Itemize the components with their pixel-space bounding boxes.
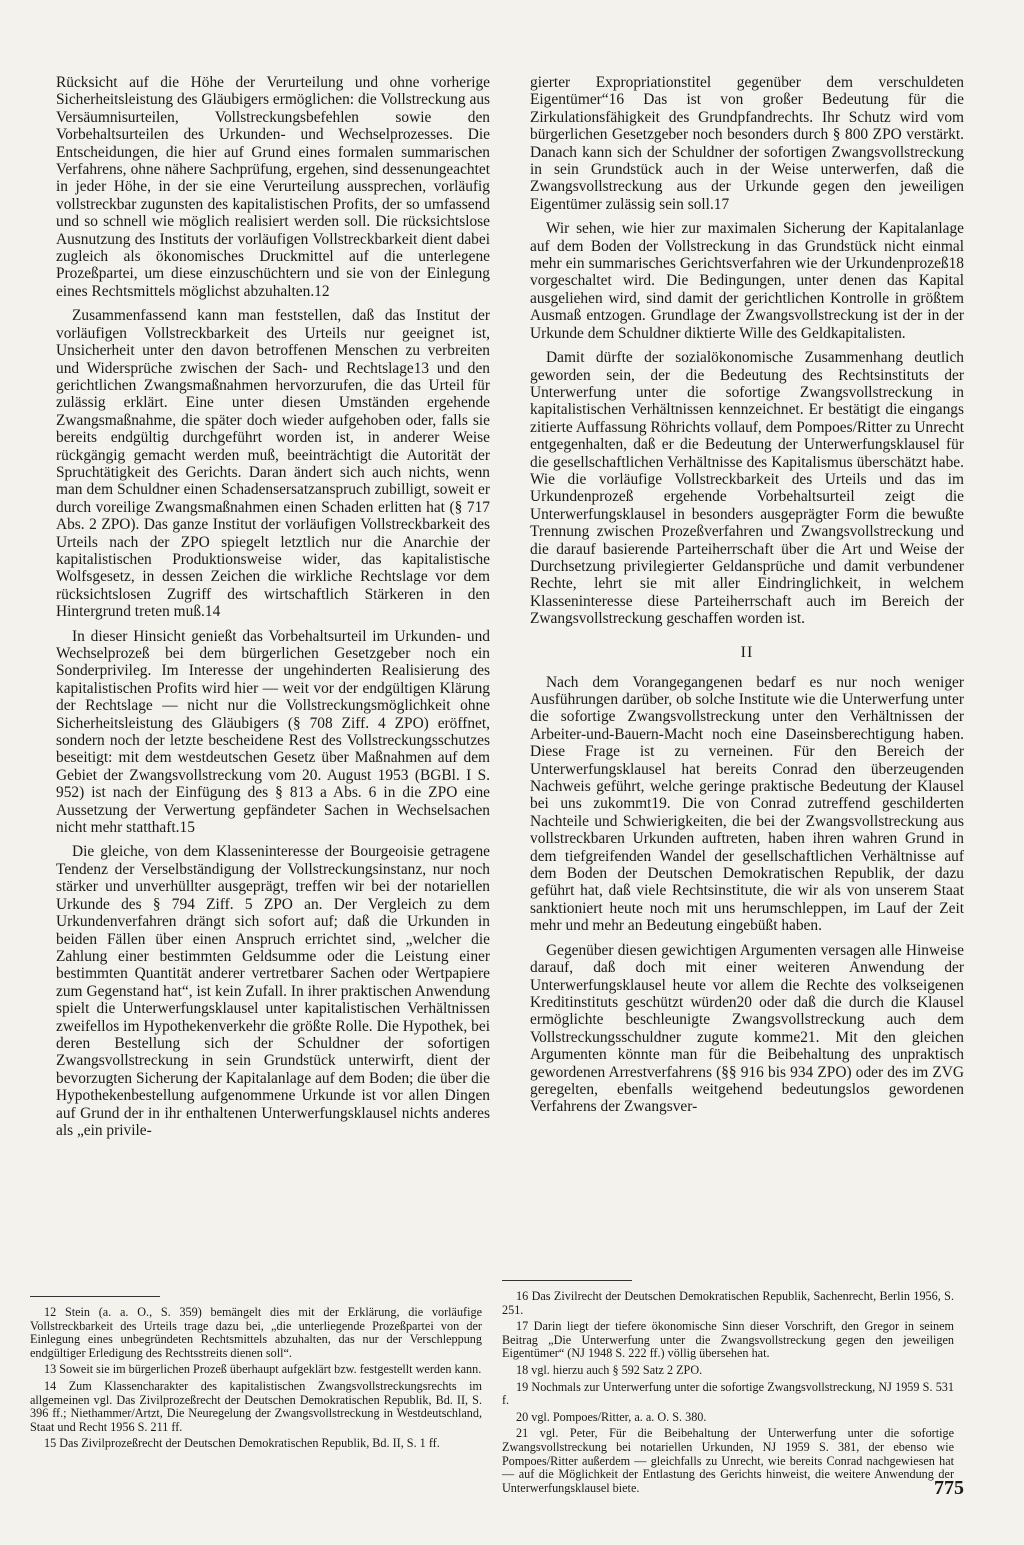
paragraph: Rücksicht auf die Höhe der Verurteilung und ohne vorherige Sicherheitsleistung des Gläubigers ermöglichen: die Vollstreckung aus Versäumnisurteilen, Vollstreckungsbefehlen sowie den Vorbehaltsurteilen des Urkunden- und Wechselprozesses. Die Entscheidungen, die hier auf Grund eines formalen summarischen Verfahrens, ohne nähere Sachprüfung, ergehen, sind dessenungeachtet in jeder Höhe, in der sie eine Verurteilung aussprechen, vorläufig vollstreckbar zugunsten des kapitalistischen Profits, der so umfassend und so schnell wie möglich realisiert werden soll. Die rücksichtslose Ausnutzung des Instituts der vorläufigen Vollstreckbarkeit dient dabei zugleich als ökonomisches Druckmittel auf die unterlegene Prozeßpartei, um diese einzuschüchtern und sie von der Einlegung eines Rechtsmittels möglichst abzuhalten.12 [56, 74, 490, 300]
footnote: 18 vgl. hierzu auch § 592 Satz 2 ZPO. [516, 1362, 703, 1377]
footnote: 19 Nochmals zur Unterwerfung unter die sofortige Zwangsvollstreckung, NJ 1959 S. 531 f. [502, 1379, 954, 1408]
paragraph: gierter Expropriationstitel gegenüber dem verschuldeten Eigentümer“16 Das ist von großer Bedeutung für die Zirkulationsfähigkeit des Grundpfandrechts. Ihr Schutz wird vom bürgerlichen Gesetzgeber noch besonders durch § 800 ZPO verstärkt. Danach kann sich der Schuldner der sofortigen Zwangsvollstreckung in sein Grundstück auch in der Weise unterwerfen, daß die Zwangsvollstreckung aus der Urkunde gegen den jeweiligen Eigentümer zulässig sein soll.17 [530, 74, 964, 213]
paragraph: Wir sehen, wie hier zur maximalen Sicherung der Kapitalanlage auf dem Boden der Vollstreckung in das Grundstück nicht einmal mehr ein summarisches Gerichtsverfahren wie der Urkundenprozeß18 vorgeschaltet wird. Die Bedingungen, unter denen das Kapital ausgeliehen wird, sind damit der gerichtlichen Kontrolle in größtem Ausmaß entzogen. Grundlage der Zwangsvollstreckung ist der in der Urkunde dem Schuldner diktierte Wille des Geldkapitalisten. [530, 220, 964, 342]
footnote: 21 vgl. Peter, Für die Beibehaltung der Unterwerfung unter die sofortige Zwangsvollstreckung bei notariellen Urkunden, NJ 1959 S. 381, der ebenso wie Pompoes/Ritter außerdem — gleichfalls zu Unrecht, wie bereits Conrad nachgewiesen hat — auf die Möglichkeit der Entlastung des Gerichts hinweist, die weitere Anwendung der Unterwerfungsklausel biete. [502, 1426, 954, 1495]
paragraph: Zusammenfassend kann man feststellen, daß das Institut der vorläufigen Vollstreckbarkeit des Urteils nur geeignet ist, Unsicherheit unter den davon betroffenen Menschen zu verbreiten und Widersprüche zwischen der Sach- und Rechtslage13 und den gerichtlichen Zwangsmaßnahmen hervorzurufen, die das Urteil für zulässig erklärt. Eine unter diesen Umständen ergehende Zwangsmaßnahme, die später doch wieder aufgehoben oder, falls sie bereits endgültig durchgeführt worden ist, in anderer Weise rückgängig gemacht werden muß, beeinträchtigt die Autorität der Spruchtätigkeit des Gerichts. Daran ändert sich auch nichts, wenn man dem Schuldner einen Schadensersatzanspruch zubilligt, soweit er durch voreilige Zwangsmaßnahmen einen Schaden erlitten hat (§ 717 Abs. 2 ZPO). Das ganze Institut der vorläufigen Vollstreckbarkeit des Urteils nach der ZPO spiegelt letztlich nur die Anarchie der kapitalistischen Produktionsweise wider, das kapitalistische Wolfsgesetz, in dessen Zeichen die wirkliche Rechtslage vor dem rücksichtslosen Zugriff des wirtschaftlich Stärkeren in den Hintergrund treten muß.14 [56, 307, 490, 621]
footnote: 20 vgl. Pompoes/Ritter, a. a. O. S. 380. [516, 1409, 707, 1424]
right-column [530, 74, 964, 1123]
left-column [56, 74, 490, 1146]
paragraph: Damit dürfte der sozialökonomische Zusammenhang deutlich geworden sein, der die Bedeutung des Rechtsinstituts der Unterwerfung unter die sofortige Zwangsvollstreckung in kapitalistischen Verhältnissen kennzeichnet. Er bestätigt die eingangs zitierte Auffassung Röhrichts vollauf, dem Pompoes/Ritter zu Unrecht entgegenhalten, daß er die Bedeutung der Unterwerfungsklausel für die gesellschaftlichen Verhältnisse des Kapitalismus überschätzt habe. Wie die vorläufige Vollstreckbarkeit des Urteils und das im Urkundenprozeß ergehende Vorbehaltsurteil zeigt die Unterwerfungsklausel in besonders ausgeprägter Form die bewußte Trennung zwischen Prozeßverfahren und Zwangsvollstreckung und die darauf basierende Parteiherrschaft über die Art und Weise der Durchsetzung privilegierter Geldansprüche und damit verbundener Rechte, lehrt sie mit aller Eindringlichkeit, in welchem Klasseninteresse diese Parteiherrschaft auch im Bereich der Zwangsvollstreckung geschaffen worden ist. [530, 349, 964, 628]
section-heading: II [740, 643, 754, 661]
footnote: 17 Darin liegt der tiefere ökonomische Sinn dieser Vorschrift, den Gregor in seinem Beitrag „Die Unterwerfung unter die Zwangsvollstreckung gegen den jeweiligen Eigentümer“ (NJ 1948 S. 222 ff.) völlig übersehen hat. [502, 1319, 954, 1361]
footnote: 12 Stein (a. a. O., S. 359) bemängelt dies mit der Erklärung, die vorläufige Vollstreckbarkeit des Urteils trage dazu bei, „die unterliegende Prozeßpartei von der Einlegung eines unbegründeten Rechtsmittels abzuhalten, das nur der Verschleppung endgültiger Erledigung des Rechtsstreits dienen soll“. [30, 1305, 482, 1360]
footnote: 13 Soweit sie im bürgerlichen Prozeß überhaupt aufgeklärt bzw. festgestellt werden kann. [44, 1362, 482, 1377]
footnote: 14 Zum Klassencharakter des kapitalistischen Zwangsvollstreckungsrechts im allgemeinen vgl. Das Zivilprozeßrecht der Deutschen Demokratischen Republik, Bd. II, S. 396 ff.; Niethammer/Artzt, Die Neuregelung der Zwangsvollstreckung in Westdeutschland, Staat und Recht 1956 S. 211 ff. [30, 1378, 482, 1434]
paragraph: Gegenüber diesen gewichtigen Argumenten versagen alle Hinweise darauf, daß doch mit einer weiteren Anwendung der Unterwerfungsklausel heute vor allem die Rechte des volkseigenen Kreditinstituts geschützt würden20 oder daß die durch die Klausel ermöglichte beschleunigte Zwangsvollstreckung auch dem Vollstreckungsschuldner zugute komme21. Mit den gleichen Argumenten könnte man für die Beibehaltung des unpraktisch gewordenen Arrestverfahrens (§§ 916 bis 934 ZPO) oder des im ZVG geregelten, ebenfalls weitgehend bedeutungslos gewordenen Verfahrens der Zwangsver- [530, 941, 964, 1116]
footnote-divider [502, 1280, 632, 1281]
paragraph: In dieser Hinsicht genießt das Vorbehaltsurteil im Urkunden- und Wechselprozeß bei dem bürgerlichen Gesetzgeber noch ein Sonderprivileg. Im Interesse der ungehinderten Realisierung des kapitalistischen Profits wird hier — weit vor der endgültigen Klärung der Rechtslage — nicht nur die Vollstreckungsmöglichkeit ohne Sicherheitsleistung des Gläubigers (§ 708 Ziff. 4 ZPO) eröffnet, sondern noch der letzte bescheidene Rest des Vollstreckungsschutzes beseitigt: mit dem westdeutschen Gesetz über Maßnahmen auf dem Gebiet der Zwangsvollstreckung vom 20. August 1953 (BGBl. I S. 952) ist nach der Einfügung des § 813 a Abs. 6 in die ZPO eine Aussetzung der Verwertung gepfändeter Sachen in Wechselsachen nicht mehr statthaft.15 [56, 627, 490, 837]
paragraph: Die gleiche, von dem Klasseninteresse der Bourgeoisie getragene Tendenz der Verselbständigung der Vollstreckungsinstanz, nur noch stärker und unverhüllter ausgeprägt, treffen wir bei der notariellen Urkunde des § 794 Ziff. 5 ZPO an. Der Vergleich zu dem Urkundenverfahren drängt sich sofort auf; daß die Urkunden in beiden Fällen über einen Anspruch errichtet sind, „welcher die Zahlung einer bestimmten Geldsumme oder die Leistung einer bestimmten Quantität anderer vertretbarer Sachen oder Wertpapiere zum Gegenstand hat“, ist kein Zufall. In ihrer praktischen Anwendung spielt die Unterwerfungsklausel unter kapitalistischen Verhältnissen zweifellos im Hypothekenverkehr die größte Rolle. Die Hypothek, bei deren Bestellung sich der Schuldner der sofortigen Zwangsvollstreckung in sein Grundstück unterwirft, dient der bevorzugten Sicherung der Kapitalanlage auf dem Boden; die über die Hypothekenbestellung aufgenommene Urkunde ist vor allen Dingen auf Grund der in ihr enthaltenen Unterwerfungsklausel nichts anderes als „ein privile- [56, 843, 490, 1139]
footnotes-right [502, 1290, 954, 1498]
footnotes-left [30, 1306, 482, 1454]
footnote: 15 Das Zivilprozeßrecht der Deutschen Demokratischen Republik, Bd. II, S. 1 ff. [44, 1436, 440, 1451]
footnote-divider [30, 1296, 160, 1297]
paragraph: Nach dem Vorangegangenen bedarf es nur noch weniger Ausführungen darüber, ob solche Institute wie die Unterwerfung unter die sofortige Zwangsvollstreckung unter den Verhältnissen der Arbeiter-und-Bauern-Macht noch eine Daseinsberechtigung haben. Diese Frage ist zu verneinen. Für den Bereich der Unterwerfungsklausel hat bereits Conrad den überzeugenden Nachweis geführt, welche geringe praktische Bedeutung der Klausel bei uns zukommt19. Die von Conrad zutreffend geschilderten Nachteile und Schwierigkeiten, die bei der Zwangsvollstreckung aus vollstreckbaren Urkunden auftreten, haben ihren wahren Grund in dem tiefgreifenden Wandel der gesellschaftlichen Verhältnisse auf dem Boden der Deutschen Demokratischen Republik, der dazu geführt hat, daß viele Rechtsinstitute, die wir als von unserem Staat sanktioniert heute noch mit uns herumschleppen, im Lauf der Zeit mehr und mehr an Bedeutung eingebüßt haben. [530, 673, 964, 935]
footnote: 16 Das Zivilrecht der Deutschen Demokratischen Republik, Sachenrecht, Berlin 1956, S. 251. [502, 1289, 954, 1317]
page-number: 775 [934, 1477, 964, 1499]
